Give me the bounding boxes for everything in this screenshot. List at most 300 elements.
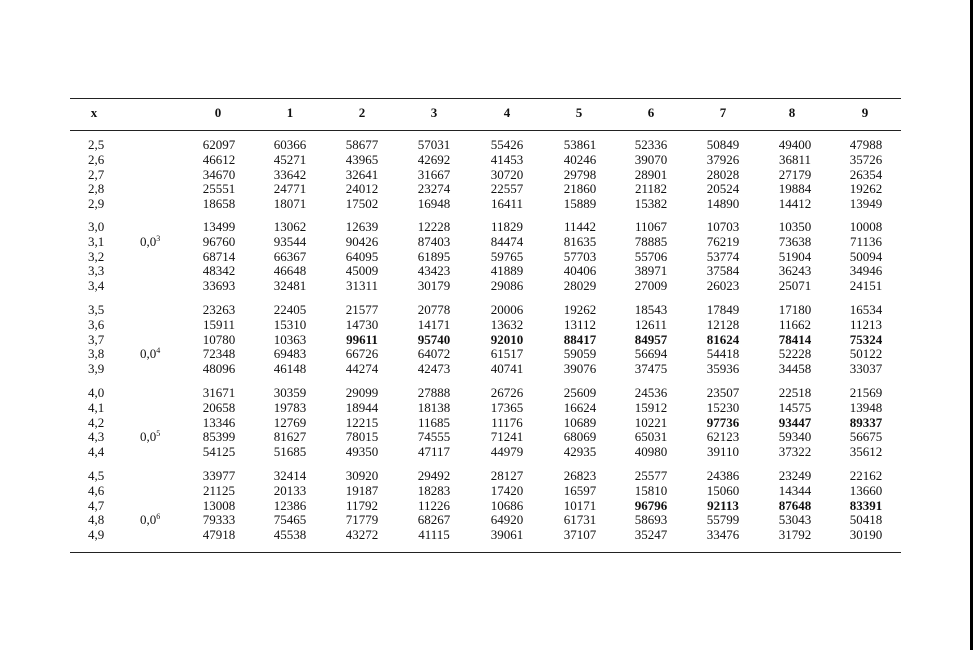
- table-cell: 15060: [706, 482, 740, 498]
- table-cell: 24386: [706, 468, 740, 483]
- table-cell: 22557: [490, 181, 524, 197]
- table-cell: 92010: [490, 331, 524, 347]
- table-cell: 22162: [849, 468, 883, 483]
- table-cell: 21577: [345, 302, 379, 317]
- multiplier-exponent: 3: [156, 233, 161, 243]
- table-cell: 30720: [490, 166, 524, 182]
- table-cell: 19262: [563, 302, 597, 317]
- table-cell: 32641: [345, 166, 379, 182]
- table-cell: 24771: [273, 181, 307, 197]
- table-cell: 15810: [634, 482, 668, 498]
- table-cell: 76219: [706, 233, 740, 249]
- table-cell: 84957: [634, 331, 668, 347]
- table-cell: 13008: [202, 497, 236, 513]
- table-cell: 13346: [202, 414, 236, 430]
- row-x-label: 2,8: [88, 181, 105, 197]
- table-cell: 78414: [778, 331, 812, 347]
- row-x-label: 3,7: [88, 331, 105, 347]
- table-cell: 16624: [563, 399, 597, 415]
- table-cell: 84474: [490, 233, 524, 249]
- row-x-label: 4,6: [88, 482, 105, 498]
- table-cell: 11226: [417, 497, 451, 513]
- table-cell: 24151: [849, 278, 883, 294]
- table-cell: 42935: [563, 444, 597, 460]
- table-cell: 40246: [563, 151, 597, 167]
- row-x-label: 4,8: [88, 512, 105, 528]
- table-cell: 18138: [417, 399, 451, 415]
- row-x-label: 4,3: [88, 429, 105, 445]
- multiplier-exponent: 4: [156, 346, 161, 356]
- table-cell: 29099: [345, 385, 379, 400]
- header-col-4: 4: [503, 105, 511, 120]
- table-cell: 13112: [563, 316, 597, 332]
- table-cell: 33037: [849, 361, 883, 377]
- table-cell: 65031: [634, 429, 668, 445]
- table-cell: 10689: [563, 414, 597, 430]
- table-cell: 81624: [706, 331, 740, 347]
- table-cell: 25577: [634, 468, 668, 483]
- row-x-label: 2,9: [88, 196, 105, 212]
- table-cell: 21860: [563, 181, 597, 197]
- row-x-label: 3,8: [88, 346, 105, 362]
- table-cell: 31311: [345, 278, 379, 294]
- table-cell: 30359: [273, 385, 307, 400]
- table-cell: 28029: [563, 278, 597, 294]
- table-cell: 26354: [849, 166, 883, 182]
- header-col-5: 5: [575, 105, 583, 120]
- header-col-6: 6: [647, 105, 655, 120]
- table-cell: 16534: [849, 302, 883, 317]
- table-cell: 60366: [273, 137, 307, 152]
- table-cell: 33977: [202, 468, 236, 483]
- table-cell: 19884: [778, 181, 812, 197]
- table-cell: 17502: [345, 196, 379, 212]
- table-cell: 73638: [778, 233, 812, 249]
- table-cell: 92113: [707, 497, 739, 513]
- table-cell: 75324: [849, 331, 883, 347]
- table-cell: 23263: [202, 302, 236, 317]
- table-cell: 12228: [417, 219, 451, 234]
- table-cell: 64095: [345, 248, 379, 264]
- row-x-label: 4,9: [88, 527, 105, 543]
- table-cell: 57031: [417, 137, 451, 152]
- table-cell: 11662: [778, 316, 812, 332]
- table-cell: 33642: [273, 166, 307, 182]
- table-cell: 11685: [417, 414, 451, 430]
- table-cell: 16948: [417, 196, 451, 212]
- table-cell: 97736: [706, 414, 740, 430]
- table-cell: 44979: [490, 444, 524, 460]
- table-cell: 10703: [706, 219, 740, 234]
- table-cell: 10363: [273, 331, 307, 347]
- table-cell: 64072: [417, 346, 451, 362]
- table-cell: 12128: [706, 316, 740, 332]
- table-cell: 47117: [417, 444, 451, 460]
- table-cell: 25551: [202, 181, 236, 197]
- row-x-label: 2,5: [88, 137, 105, 152]
- table-cell: 15230: [706, 399, 740, 415]
- table-cell: 72348: [202, 346, 236, 362]
- header-col-3: 3: [430, 105, 438, 120]
- table-cell: 54125: [202, 444, 236, 460]
- table-cell: 56675: [849, 429, 883, 445]
- table-cell: 17420: [490, 482, 524, 498]
- table-cell: 12611: [634, 316, 668, 332]
- table-cell: 34458: [778, 361, 812, 377]
- header-col-8: 8: [788, 105, 796, 120]
- row-x-label: 4,7: [88, 497, 105, 513]
- table-cell: 13632: [490, 316, 524, 332]
- table-cell: 27009: [634, 278, 668, 294]
- table-cell: 15310: [273, 316, 307, 332]
- table-cell: 17180: [778, 302, 812, 317]
- table-cell: 19187: [345, 482, 379, 498]
- table-cell: 56694: [634, 346, 668, 362]
- table-cell: 53043: [778, 512, 812, 528]
- row-x-label: 3,1: [88, 233, 105, 249]
- table-cell: 39070: [634, 151, 668, 167]
- table-cell: 37475: [634, 361, 668, 377]
- table-cell: 22518: [778, 385, 812, 400]
- header-rule: [70, 130, 901, 131]
- row-x-label: 4,5: [88, 468, 105, 483]
- header-col-0: 0: [214, 105, 222, 120]
- table-cell: 88417: [563, 331, 597, 347]
- table-cell: 11442: [563, 219, 597, 234]
- table-cell: 78015: [345, 429, 379, 445]
- row-multiplier: [140, 429, 160, 444]
- row-x-label: 3,5: [88, 302, 105, 317]
- table-cell: 29086: [490, 278, 524, 294]
- row-multiplier: [140, 512, 160, 527]
- table-cell: 71136: [849, 233, 883, 249]
- table-cell: 46148: [273, 361, 307, 377]
- table-cell: 87403: [417, 233, 451, 249]
- table-cell: 14575: [778, 399, 812, 415]
- table-cell: 10686: [490, 497, 524, 513]
- table-cell: 50094: [849, 248, 883, 264]
- table-cell: 28028: [706, 166, 740, 182]
- table-cell: 40980: [634, 444, 668, 460]
- table-cell: 33693: [202, 278, 236, 294]
- bottom-rule: [70, 552, 901, 553]
- table-cell: 13948: [849, 399, 883, 415]
- row-x-label: 4,0: [88, 385, 105, 400]
- table-cell: 16597: [563, 482, 597, 498]
- table-cell: 18071: [273, 196, 307, 212]
- table-cell: 50418: [849, 512, 883, 528]
- table-cell: 59059: [563, 346, 597, 362]
- table-cell: 52336: [634, 137, 668, 152]
- table-cell: 11067: [634, 219, 668, 234]
- table-cell: 34946: [849, 263, 883, 279]
- table-cell: 71241: [490, 429, 524, 445]
- table-cell: 20524: [706, 181, 740, 197]
- table-cell: 35936: [706, 361, 740, 377]
- table-cell: 43423: [417, 263, 451, 279]
- table-cell: 15382: [634, 196, 668, 212]
- table-cell: 12769: [273, 414, 307, 430]
- table-cell: 38971: [634, 263, 668, 279]
- row-x-label: 3,3: [88, 263, 105, 279]
- table-cell: 41453: [490, 151, 524, 167]
- table-cell: 41889: [490, 263, 524, 279]
- table-cell: 58677: [345, 137, 379, 152]
- table-cell: 15912: [634, 399, 668, 415]
- row-multiplier: [140, 234, 160, 249]
- table-cell: 61731: [563, 512, 597, 528]
- table-cell: 12386: [273, 497, 307, 513]
- multiplier-exponent: 6: [156, 512, 161, 522]
- row-x-label: 3,4: [88, 278, 105, 294]
- table-cell: 64920: [490, 512, 524, 528]
- row-x-label: 3,2: [88, 248, 105, 264]
- table-cell: 48342: [202, 263, 236, 279]
- table-cell: 59765: [490, 248, 524, 264]
- table-cell: 21569: [849, 385, 883, 400]
- table-cell: 39110: [706, 444, 740, 460]
- table-cell: 13660: [849, 482, 883, 498]
- table-cell: 41115: [418, 527, 450, 543]
- table-cell: 66726: [345, 346, 379, 362]
- table-cell: 61895: [417, 248, 451, 264]
- table-cell: 58693: [634, 512, 668, 528]
- table-cell: 18283: [417, 482, 451, 498]
- table-cell: 20778: [417, 302, 451, 317]
- table-cell: 19262: [849, 181, 883, 197]
- table-cell: 57703: [563, 248, 597, 264]
- table-cell: 95740: [417, 331, 451, 347]
- table-cell: 90426: [345, 233, 379, 249]
- table-cell: 30190: [849, 527, 883, 543]
- table-cell: 26023: [706, 278, 740, 294]
- table-cell: 26823: [563, 468, 597, 483]
- table-cell: 23274: [417, 181, 451, 197]
- table-cell: 55426: [490, 137, 524, 152]
- table-cell: 44274: [345, 361, 379, 377]
- row-x-label: 3,6: [88, 316, 105, 332]
- table-cell: 31671: [202, 385, 236, 400]
- table-cell: 25071: [778, 278, 812, 294]
- table-cell: 14171: [417, 316, 451, 332]
- table-cell: 55706: [634, 248, 668, 264]
- table-cell: 59340: [778, 429, 812, 445]
- table-cell: 49400: [778, 137, 812, 152]
- table-cell: 21125: [202, 482, 236, 498]
- table-cell: 68267: [417, 512, 451, 528]
- table-cell: 15911: [202, 316, 236, 332]
- table-cell: 93544: [273, 233, 307, 249]
- row-x-label: 3,0: [88, 219, 105, 234]
- table-cell: 11829: [490, 219, 524, 234]
- table-cell: 14412: [778, 196, 812, 212]
- table-cell: 37107: [563, 527, 597, 543]
- table-cell: 99611: [346, 331, 378, 347]
- table-cell: 13062: [273, 219, 307, 234]
- table-cell: 71779: [345, 512, 379, 528]
- table-cell: 49350: [345, 444, 379, 460]
- table-cell: 16411: [490, 196, 524, 212]
- row-multiplier: [140, 346, 160, 361]
- table-cell: 47918: [202, 527, 236, 543]
- table-cell: 53774: [706, 248, 740, 264]
- table-cell: 93447: [778, 414, 812, 430]
- table-cell: 89337: [849, 414, 883, 430]
- table-cell: 69483: [273, 346, 307, 362]
- table-cell: 23249: [778, 468, 812, 483]
- table-cell: 79333: [202, 512, 236, 528]
- table-cell: 10221: [634, 414, 668, 430]
- table-cell: 31792: [778, 527, 812, 543]
- table-cell: 51904: [778, 248, 812, 264]
- table-cell: 37926: [706, 151, 740, 167]
- table-cell: 81635: [563, 233, 597, 249]
- table-cell: 66367: [273, 248, 307, 264]
- table-cell: 47988: [849, 137, 883, 152]
- table-cell: 21182: [634, 181, 668, 197]
- table-cell: 39076: [563, 361, 597, 377]
- table-cell: 74555: [417, 429, 451, 445]
- table-cell: 24012: [345, 181, 379, 197]
- row-x-label: 4,2: [88, 414, 105, 430]
- multiplier-base: 0,0: [140, 429, 157, 445]
- table-cell: 10008: [849, 219, 883, 234]
- table-cell: 87648: [778, 497, 812, 513]
- table-cell: 39061: [490, 527, 524, 543]
- table-cell: 50122: [849, 346, 883, 362]
- table-cell: 61517: [490, 346, 524, 362]
- table-cell: 62097: [202, 137, 236, 152]
- table-cell: 81627: [273, 429, 307, 445]
- table-cell: 30179: [417, 278, 451, 294]
- table-cell: 85399: [202, 429, 236, 445]
- table-cell: 22405: [273, 302, 307, 317]
- table-cell: 78885: [634, 233, 668, 249]
- table-cell: 14730: [345, 316, 379, 332]
- table-cell: 35726: [849, 151, 883, 167]
- table-cell: 19783: [273, 399, 307, 415]
- table-cell: 50849: [706, 137, 740, 152]
- table-cell: 31667: [417, 166, 451, 182]
- top-rule: [70, 98, 901, 99]
- table-cell: 32414: [273, 468, 307, 483]
- row-x-label: 4,1: [88, 399, 105, 415]
- header-col-7: 7: [719, 105, 727, 120]
- table-cell: 18543: [634, 302, 668, 317]
- table-cell: 45538: [273, 527, 307, 543]
- table-cell: 62123: [706, 429, 740, 445]
- table-cell: 33476: [706, 527, 740, 543]
- row-x-label: 2,6: [88, 151, 105, 167]
- table-cell: 26726: [490, 385, 524, 400]
- table-cell: 20658: [202, 399, 236, 415]
- table-cell: 11213: [849, 316, 883, 332]
- table-cell: 12215: [345, 414, 379, 430]
- table-cell: 10350: [778, 219, 812, 234]
- table-cell: 10171: [563, 497, 597, 513]
- table-cell: 40741: [490, 361, 524, 377]
- table-cell: 24536: [634, 385, 668, 400]
- table-cell: 15889: [563, 196, 597, 212]
- table-cell: 30920: [345, 468, 379, 483]
- table-cell: 13499: [202, 219, 236, 234]
- table-cell: 18658: [202, 196, 236, 212]
- table-cell: 23507: [706, 385, 740, 400]
- table-cell: 29492: [417, 468, 451, 483]
- table-cell: 28127: [490, 468, 524, 483]
- table-cell: 75465: [273, 512, 307, 528]
- table-cell: 34670: [202, 166, 236, 182]
- table-cell: 46648: [273, 263, 307, 279]
- table-cell: 46612: [202, 151, 236, 167]
- table-cell: 28901: [634, 166, 668, 182]
- table-cell: 37322: [778, 444, 812, 460]
- table-cell: 11792: [345, 497, 379, 513]
- table-cell: 10780: [202, 331, 236, 347]
- table-cell: 42473: [417, 361, 451, 377]
- table-cell: 29798: [563, 166, 597, 182]
- row-x-label: 4,4: [88, 444, 105, 460]
- table-cell: 14344: [778, 482, 812, 498]
- table-cell: 18944: [345, 399, 379, 415]
- table-cell: 25609: [563, 385, 597, 400]
- table-cell: 96760: [202, 233, 236, 249]
- table-cell: 42692: [417, 151, 451, 167]
- multiplier-exponent: 5: [156, 429, 161, 439]
- table-cell: 13949: [849, 196, 883, 212]
- table-cell: 37584: [706, 263, 740, 279]
- table-cell: 32481: [273, 278, 307, 294]
- header-col-2: 2: [358, 105, 366, 120]
- multiplier-base: 0,0: [140, 233, 157, 249]
- table-cell: 53861: [563, 137, 597, 152]
- table-cell: 54418: [706, 346, 740, 362]
- table-cell: 68714: [202, 248, 236, 264]
- row-x-label: 3,9: [88, 361, 105, 377]
- table-cell: 11176: [491, 414, 523, 430]
- table-cell: 17849: [706, 302, 740, 317]
- table-cell: 35612: [849, 444, 883, 460]
- table-cell: 36811: [778, 151, 812, 167]
- multiplier-base: 0,0: [140, 346, 157, 362]
- table-cell: 35247: [634, 527, 668, 543]
- header-x: x: [90, 105, 98, 120]
- table-cell: 14890: [706, 196, 740, 212]
- table-cell: 20006: [490, 302, 524, 317]
- multiplier-base: 0,0: [140, 512, 157, 528]
- table-cell: 96796: [634, 497, 668, 513]
- table-cell: 17365: [490, 399, 524, 415]
- table-cell: 52228: [778, 346, 812, 362]
- table-cell: 55799: [706, 512, 740, 528]
- table-cell: 48096: [202, 361, 236, 377]
- table-cell: 45009: [345, 263, 379, 279]
- table-cell: 36243: [778, 263, 812, 279]
- table-cell: 20133: [273, 482, 307, 498]
- table-cell: 12639: [345, 219, 379, 234]
- table-cell: 43965: [345, 151, 379, 167]
- table-cell: 40406: [563, 263, 597, 279]
- table-cell: 43272: [345, 527, 379, 543]
- header-col-9: 9: [861, 105, 869, 120]
- row-x-label: 2,7: [88, 166, 105, 182]
- table-cell: 83391: [849, 497, 883, 513]
- table-cell: 51685: [273, 444, 307, 460]
- table-cell: 27888: [417, 385, 451, 400]
- header-col-1: 1: [286, 105, 294, 120]
- table-cell: 45271: [273, 151, 307, 167]
- table-cell: 68069: [563, 429, 597, 445]
